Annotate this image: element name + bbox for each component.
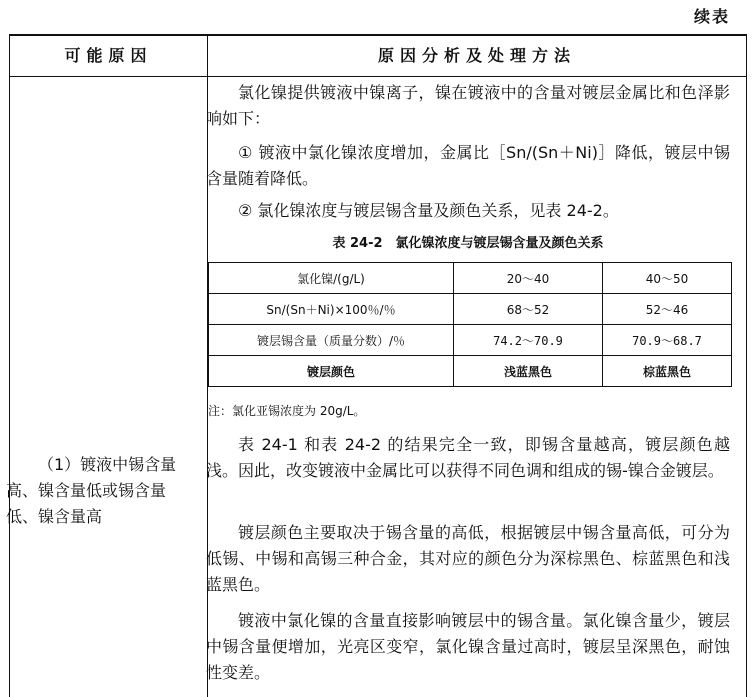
cell: 52～46 — [603, 294, 732, 325]
table-note: 注：氯化亚锡浓度为 20g/L。 — [208, 404, 366, 418]
row-label: 镀层颜色 — [209, 356, 454, 387]
cell: 70.9～68.7 — [603, 325, 732, 356]
table-row — [209, 325, 732, 356]
continued-label: 续表 — [693, 7, 730, 26]
paragraph-1: 氯化镍提供镀液中镍离子，镍在镀液中的含量对镀层金属比和色泽影响如下： — [206, 83, 730, 128]
cell: 68～52 — [454, 294, 603, 325]
row-label: 镀层锡含量（质量分数）/％ — [209, 325, 454, 356]
cell: 40～50 — [603, 263, 732, 294]
row-label: 氯化镍/(g/L) — [209, 263, 454, 294]
table-row — [209, 356, 732, 387]
cell: 20～40 — [454, 263, 603, 294]
inner-table-caption: 表 24-2 氯化镍浓度与镀层锡含量及颜色关系 — [332, 236, 604, 251]
paragraph-5: 镀层颜色主要取决于锡含量的高低，根据镀层中锡含量高低，可分为低锡、中锡和高锡三种合金，其对应的颜色分为深棕黑色、棕蓝黑色和浅蓝黑色。 — [206, 523, 730, 594]
cell: 棕蓝黑色 — [603, 356, 732, 387]
row-label: Sn/(Sn＋Ni)×100％/％ — [209, 294, 454, 325]
paragraph-2: ① 镀液中氯化镍浓度增加，金属比［Sn/(Sn＋Ni)］降低，镀层中锡含量随着降低。 — [206, 143, 730, 188]
paragraph-4: 表 24-1 和表 24-2 的结果完全一致，即锡含量越高，镀层颜色越浅。因此，改变镀液中金属比可以获得不同色调和组成的锡-镍合金镀层。 — [206, 435, 730, 480]
cause-text: （1）镀液中锡含量高、镍含量低或锡含量低、镍含量高 — [6, 455, 177, 526]
paragraph-6: 镀液中氯化镍的含量直接影响镀层中的锡含量。氯化镍含量少，镀层中锡含量便增加，光亮区变窄，氯化镍含量过高时，镀层呈深黑色，耐蚀性变差。 — [206, 611, 730, 682]
table-row — [209, 263, 732, 294]
inner-table — [208, 262, 732, 387]
cell: 74.2～70.9 — [454, 325, 603, 356]
header-possible-cause: 可能原因 — [10, 36, 208, 76]
table-header — [10, 36, 746, 77]
paragraph-3: ② 氯化镍浓度与镀层锡含量及颜色关系，见表 24-2。 — [238, 201, 619, 220]
table-row — [209, 294, 732, 325]
header-analysis-method: 原因分析及处理方法 — [377, 46, 576, 65]
cell: 浅蓝黑色 — [454, 356, 603, 387]
